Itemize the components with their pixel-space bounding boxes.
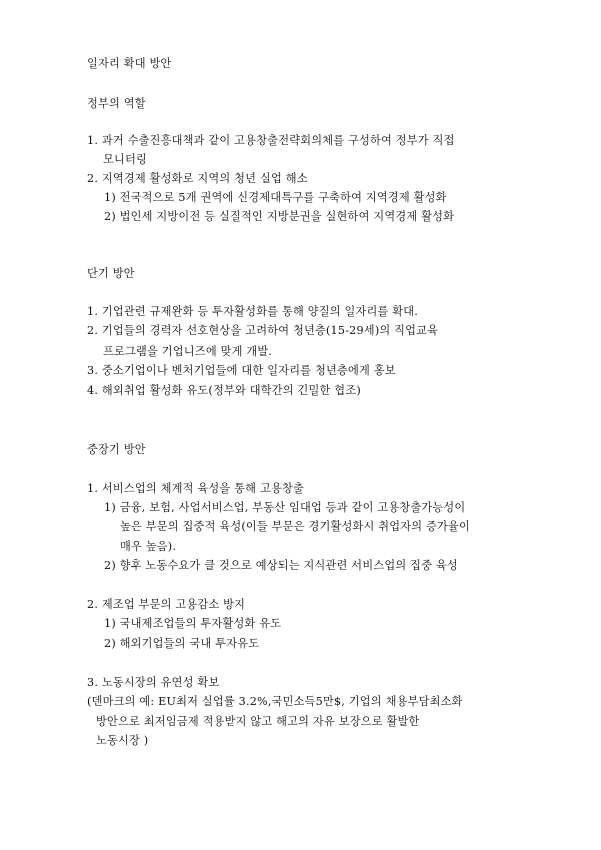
- sub-list-item-continuation: 매우 높음).: [120, 540, 177, 553]
- sub-list-item: 1) 금융, 보험, 사업서비스업, 부동산 임대업 등과 같이 고용창출가능성이: [104, 501, 466, 514]
- section-heading-short-term: 단기 방안: [87, 267, 135, 280]
- list-item: 2. 기업들의 경력자 선호현상을 고려하여 청년층(15-29세)의 직업교육: [87, 324, 439, 337]
- list-item-continuation: 프로그램을 기업니즈에 맞게 개발.: [103, 345, 273, 358]
- list-item: 4. 해외취업 활성화 유도(정부와 대학간의 긴밀한 협조): [87, 384, 361, 397]
- document-title: 일자리 확대 방안: [87, 57, 172, 70]
- list-item-continuation: 모니터링: [103, 153, 148, 166]
- sub-list-item: 2) 법인세 지방이전 등 실질적인 지방분권을 실현하여 지역경제 활성화: [104, 210, 455, 223]
- sub-list-item: 1) 국내제조업들의 투자활성화 유도: [104, 617, 282, 630]
- list-item: 2. 제조업 부문의 고용감소 방지: [87, 598, 246, 611]
- sub-list-item-continuation: 높은 부문의 집중적 육성(이들 부문은 경기활성화시 취업자의 증가율이: [120, 520, 471, 533]
- note-line: 노동시장 ): [96, 734, 149, 747]
- sub-list-item: 2) 향후 노동수요가 클 것으로 예상되는 지식관련 서비스업의 집중 육성: [104, 559, 458, 572]
- sub-list-item: 1) 전국적으로 5개 권역에 신경제대특구를 구축하여 지역경제 활성화: [104, 191, 447, 204]
- list-item: 1. 서비스업의 체계적 육성을 통해 고용창출: [87, 482, 304, 495]
- list-item: 1. 기업관련 규제완화 등 투자활성화를 통해 양질의 일자리를 확대.: [87, 305, 419, 318]
- note-line: 방안으로 최저임금제 적용받지 않고 해고의 자유 보장으로 활발한: [96, 715, 420, 728]
- list-item: 2. 지역경제 활성화로 지역의 청년 실업 해소: [87, 172, 308, 185]
- section-heading-government-role: 정부의 역할: [87, 97, 146, 110]
- list-item: 3. 중소기업이나 벤처기업들에 대한 일자리를 청년층에게 홍보: [87, 364, 396, 377]
- list-item: 3. 노동시장의 유연성 확보: [87, 676, 220, 689]
- list-item: 1. 과거 수출진흥대책과 같이 고용창출전략회의체를 구성하여 정부가 직접: [87, 134, 455, 147]
- note-line: (덴마크의 예: EU최저 실업률 3.2%,국민소득5만$, 기업의 채용부담최소화: [87, 695, 463, 708]
- sub-list-item: 2) 해외기업들의 국내 투자유도: [104, 637, 260, 650]
- section-heading-mid-long-term: 중장기 방안: [87, 443, 146, 456]
